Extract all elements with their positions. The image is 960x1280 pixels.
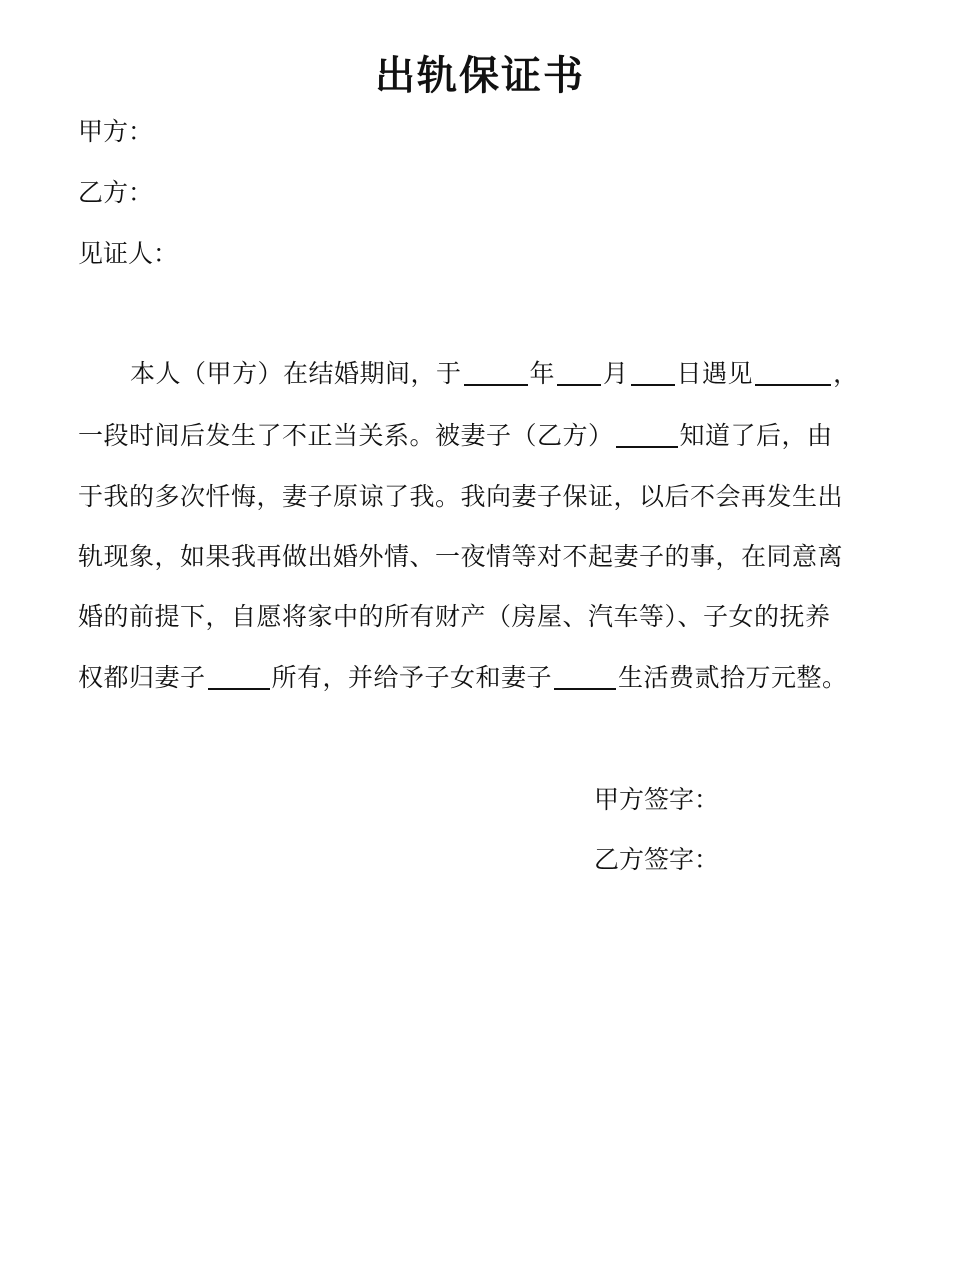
body-text: 所有，并给予子女和妻子 [271,663,553,692]
body-text: 一段时间后发生了不正当关系。被妻子（乙方） [78,421,614,450]
discovery-blank[interactable] [616,420,678,448]
body-text: 知道了后，由 [679,421,833,450]
day-blank[interactable] [631,358,675,386]
person-met-blank[interactable] [755,358,831,386]
party-a-signature-label: 甲方签字： [594,785,720,814]
body-text: 权都归妻子 [78,663,206,692]
body-line-6 [78,658,890,698]
body-line-4: 轨现象，如果我再做出婚外情、一夜情等对不起妻子的事，在同意离 [78,542,844,571]
document-title: 出轨保证书 [375,53,585,99]
body-line-1 [130,354,890,394]
body-text: 月 [603,359,629,388]
body-text: 生活费贰拾万元整。 [618,663,848,692]
party-b-signature-label: 乙方签字： [594,845,720,874]
body-line-3: 于我的多次忏悔，妻子原谅了我。我向妻子保证，以后不会再发生出 [78,482,844,511]
witness-label: 见证人： [78,239,179,268]
party-b-label: 乙方： [78,178,154,207]
alimony-blank[interactable] [554,662,616,690]
body-text: 年 [529,359,556,388]
party-a-label: 甲方： [78,117,154,146]
body-text: ， [833,359,859,388]
custody-blank[interactable] [208,662,270,690]
body-line-5: 婚的前提下，自愿将家中的所有财产（房屋、汽车等）、子女的抚养 [78,602,831,631]
body-text: 日遇见 [676,359,754,388]
body-line-2 [78,416,890,456]
year-blank[interactable] [464,358,528,386]
body-text: 本人（甲方）在结婚期间，于 [130,359,462,388]
month-blank[interactable] [557,358,601,386]
